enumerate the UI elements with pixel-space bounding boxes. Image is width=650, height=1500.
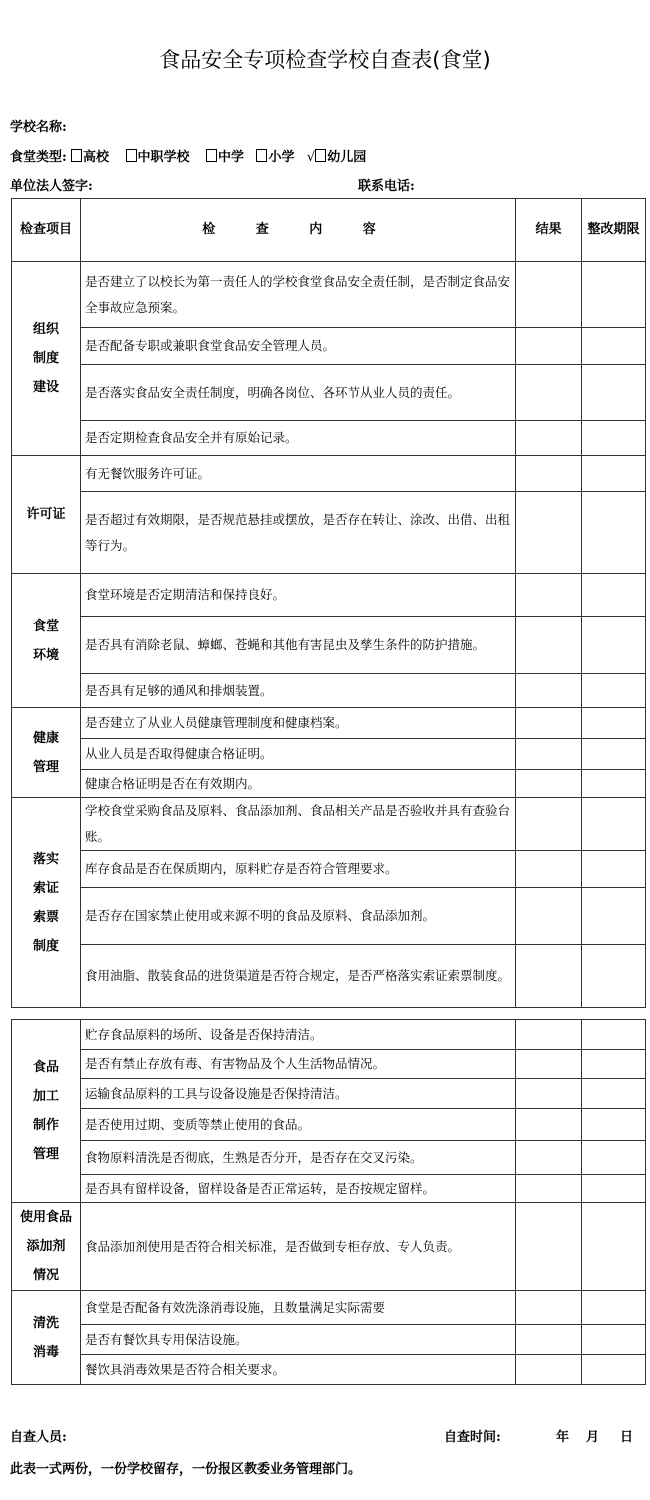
canteen-type-option-college[interactable]: 高校: [71, 150, 109, 165]
result-cell[interactable]: [516, 851, 582, 888]
deadline-cell[interactable]: [582, 617, 646, 674]
table-row: [12, 1141, 646, 1175]
checkbox-icon: [126, 149, 137, 162]
deadline-cell[interactable]: [582, 421, 646, 456]
deadline-cell[interactable]: [582, 456, 646, 492]
deadline-cell[interactable]: [582, 1050, 646, 1079]
category-label: 环境: [32, 647, 59, 663]
check-content-cell: 学校食堂采购食品及原料、食品添加剂、食品相关产品是否验收并具有查验台账。: [81, 798, 516, 851]
date-day: 日: [620, 1430, 634, 1445]
deadline-cell[interactable]: [582, 1079, 646, 1109]
result-cell[interactable]: [516, 708, 582, 739]
category-label: 清洗: [32, 1315, 59, 1331]
deadline-cell[interactable]: [582, 492, 646, 574]
table-row: [12, 1325, 646, 1355]
checkbox-icon: [71, 149, 82, 162]
school-name-label: 学校名称:: [10, 120, 67, 135]
check-content-cell: 是否具有足够的通风和排烟装置。: [81, 674, 516, 708]
category-label: 食品: [32, 1060, 59, 1075]
result-cell[interactable]: [516, 617, 582, 674]
check-content-cell: 是否定期检查食品安全并有原始记录。: [81, 421, 516, 456]
result-cell[interactable]: [516, 1291, 582, 1325]
table-row: [12, 365, 646, 421]
checklist-table-1: [11, 198, 646, 1008]
footer-note: 此表一式两份，一份学校留存，一份报区教委业务管理部门。: [10, 1462, 362, 1477]
check-content-cell: 食物原料清洗是否彻底，生熟是否分开，是否存在交叉污染。: [81, 1141, 516, 1175]
table-row: [12, 1175, 646, 1203]
table-row: [12, 798, 646, 851]
check-content-cell: 食品添加剂使用是否符合相关标准，是否做到专柜存放、专人负责。: [81, 1203, 516, 1291]
check-content-cell: 是否超过有效期限，是否规范悬挂或摆放，是否存在转让、涂改、出借、出租等行为。: [81, 492, 516, 574]
table-row: [12, 851, 646, 888]
result-cell[interactable]: [516, 1325, 582, 1355]
category-label: 索票: [32, 909, 59, 925]
table-row: [12, 1291, 646, 1325]
check-content-cell: 是否落实食品安全责任制度，明确各岗位、各环节从业人员的责任。: [81, 365, 516, 421]
check-content-cell: 有无餐饮服务许可证。: [81, 456, 516, 492]
category-label: 许可证: [26, 507, 66, 522]
legal-rep-label: 单位法人签字:: [10, 179, 93, 194]
check-content-cell: 是否存在国家禁止使用或来源不明的食品及原料、食品添加剂。: [81, 888, 516, 945]
category-label: 健康: [32, 730, 59, 746]
check-content-cell: 是否具有消除老鼠、蟑螂、苍蝇和其他有害昆虫及孳生条件的防护措施。: [81, 617, 516, 674]
category-label: 制度: [32, 351, 59, 366]
result-cell[interactable]: [516, 888, 582, 945]
deadline-cell[interactable]: [582, 798, 646, 851]
deadline-cell[interactable]: [582, 1355, 646, 1385]
category-label: 食堂: [32, 618, 59, 634]
category-label: 消毒: [32, 1344, 59, 1360]
check-content-cell: 食用油脂、散装食品的进货渠道是否符合规定，是否严格落实索证索票制度。: [81, 945, 516, 1008]
table-row: [12, 1355, 646, 1385]
deadline-cell[interactable]: [582, 1109, 646, 1141]
category-cell: [12, 456, 81, 574]
check-content-cell: 是否配备专职或兼职食堂食品安全管理人员。: [81, 328, 516, 365]
category-label: 索证: [32, 880, 59, 896]
table-row: [12, 739, 646, 770]
date-month: 月: [586, 1430, 600, 1445]
result-cell[interactable]: [516, 421, 582, 456]
table-row: [12, 1020, 646, 1050]
result-cell[interactable]: [516, 1020, 582, 1050]
table-row: [12, 708, 646, 739]
category-cell: [12, 1291, 81, 1385]
checkbox-icon: [206, 149, 217, 162]
header-deadline: 整改期限: [582, 199, 646, 262]
category-cell: [12, 262, 81, 456]
table-row: [12, 456, 646, 492]
deadline-cell[interactable]: [582, 262, 646, 328]
deadline-cell[interactable]: [582, 328, 646, 365]
deadline-cell[interactable]: [582, 945, 646, 1008]
deadline-cell[interactable]: [582, 1291, 646, 1325]
result-cell[interactable]: [516, 945, 582, 1008]
check-content-cell: 健康合格证明是否在有效期内。: [81, 770, 516, 798]
result-cell[interactable]: [516, 1050, 582, 1079]
category-label: 管理: [32, 759, 59, 775]
deadline-cell[interactable]: [582, 1141, 646, 1175]
category-cell: [12, 798, 81, 1008]
category-label: 制度: [32, 938, 59, 954]
table-row: [12, 492, 646, 574]
inspector-label: 自查人员:: [10, 1430, 67, 1445]
result-cell[interactable]: [516, 770, 582, 798]
category-label: 使用食品: [19, 1210, 72, 1225]
table-row: [12, 674, 646, 708]
deadline-cell[interactable]: [582, 1020, 646, 1050]
result-cell[interactable]: [516, 1175, 582, 1203]
check-content-cell: 食堂环境是否定期清洁和保持良好。: [81, 574, 516, 617]
result-cell[interactable]: [516, 456, 582, 492]
deadline-cell[interactable]: [582, 365, 646, 421]
checkbox-icon: [315, 149, 326, 162]
result-cell[interactable]: [516, 798, 582, 851]
canteen-type-label: 食堂类型:: [10, 150, 67, 165]
deadline-cell[interactable]: [582, 1325, 646, 1355]
check-content-cell: 是否有餐饮具专用保洁设施。: [81, 1325, 516, 1355]
canteen-type-option-vocational[interactable]: 中职学校: [126, 150, 190, 165]
check-content-cell: 是否有禁止存放有毒、有害物品及个人生活物品情况。: [81, 1050, 516, 1079]
check-content-cell: 是否使用过期、变质等禁止使用的食品。: [81, 1109, 516, 1141]
table-row: [12, 1109, 646, 1141]
table-row: [12, 421, 646, 456]
table-row: [12, 888, 646, 945]
result-cell[interactable]: [516, 1141, 582, 1175]
check-content-cell: 运输食品原料的工具与设备设施是否保持清洁。: [81, 1079, 516, 1109]
table-row: [12, 1050, 646, 1079]
check-content-cell: 从业人员是否取得健康合格证明。: [81, 739, 516, 770]
table-row: [12, 328, 646, 365]
category-label: 制作: [32, 1118, 59, 1133]
deadline-cell[interactable]: [582, 770, 646, 798]
category-label: 落实: [32, 851, 59, 867]
check-content-cell: 库存食品是否在保质期内，原料贮存是否符合管理要求。: [81, 851, 516, 888]
category-label: 加工: [32, 1089, 59, 1104]
check-content-cell: 餐饮具消毒效果是否符合相关要求。: [81, 1355, 516, 1385]
deadline-cell[interactable]: [582, 574, 646, 617]
category-label: 建设: [32, 380, 59, 395]
category-cell: [12, 574, 81, 708]
result-cell[interactable]: [516, 674, 582, 708]
table-row: [12, 262, 646, 328]
canteen-type-option-primary[interactable]: 小学: [256, 150, 294, 165]
result-cell[interactable]: [516, 262, 582, 328]
table-row: [12, 1203, 646, 1291]
page-title: 食品安全专项检查学校自查表(食堂): [159, 48, 491, 72]
table-row: [12, 617, 646, 674]
table-row: [12, 574, 646, 617]
deadline-cell[interactable]: [582, 851, 646, 888]
header-item: 检查项目: [12, 199, 81, 262]
canteen-type-option-kindergarten[interactable]: √ 幼儿园: [306, 150, 367, 165]
deadline-cell[interactable]: [582, 674, 646, 708]
deadline-cell[interactable]: [582, 888, 646, 945]
table-header-row: [12, 199, 646, 262]
table-row: [12, 1079, 646, 1109]
deadline-cell[interactable]: [582, 708, 646, 739]
category-cell: [12, 1203, 81, 1291]
header-result: 结果: [516, 199, 582, 262]
result-cell[interactable]: [516, 1355, 582, 1385]
phone-label: 联系电话:: [358, 179, 415, 194]
table-row: [12, 770, 646, 798]
category-label: 情况: [32, 1268, 59, 1283]
category-cell: [12, 708, 81, 798]
date-year: 年: [556, 1430, 570, 1445]
result-cell[interactable]: [516, 492, 582, 574]
deadline-cell[interactable]: [582, 1203, 646, 1291]
result-cell[interactable]: [516, 1109, 582, 1141]
result-cell[interactable]: [516, 328, 582, 365]
check-content-cell: 食堂是否配备有效洗涤消毒设施，且数量满足实际需要: [81, 1291, 516, 1325]
check-content-cell: 贮存食品原料的场所、设备是否保持清洁。: [81, 1020, 516, 1050]
check-mark-icon: √: [306, 150, 316, 165]
deadline-cell[interactable]: [582, 1175, 646, 1203]
result-cell[interactable]: [516, 1203, 582, 1291]
category-label: 管理: [32, 1147, 59, 1162]
table-row: [12, 945, 646, 1008]
result-cell[interactable]: [516, 365, 582, 421]
result-cell[interactable]: [516, 574, 582, 617]
checklist-table-2: [11, 1019, 646, 1385]
checkbox-icon: [256, 149, 267, 162]
canteen-type-row: [10, 146, 366, 165]
result-cell[interactable]: [516, 1079, 582, 1109]
header-content: 检 查 内 容: [81, 199, 516, 262]
category-cell: [12, 1020, 81, 1203]
result-cell[interactable]: [516, 739, 582, 770]
check-content-cell: 是否具有留样设备，留样设备是否正常运转，是否按规定留样。: [81, 1175, 516, 1203]
time-label: 自查时间:: [444, 1430, 501, 1445]
category-label: 添加剂: [26, 1239, 66, 1254]
category-label: 组织: [32, 322, 59, 337]
check-content-cell: 是否建立了以校长为第一责任人的学校食堂食品安全责任制，是否制定食品安全事故应急预案。: [81, 262, 516, 328]
canteen-type-option-middle[interactable]: 中学: [206, 150, 244, 165]
check-content-cell: 是否建立了从业人员健康管理制度和健康档案。: [81, 708, 516, 739]
deadline-cell[interactable]: [582, 739, 646, 770]
